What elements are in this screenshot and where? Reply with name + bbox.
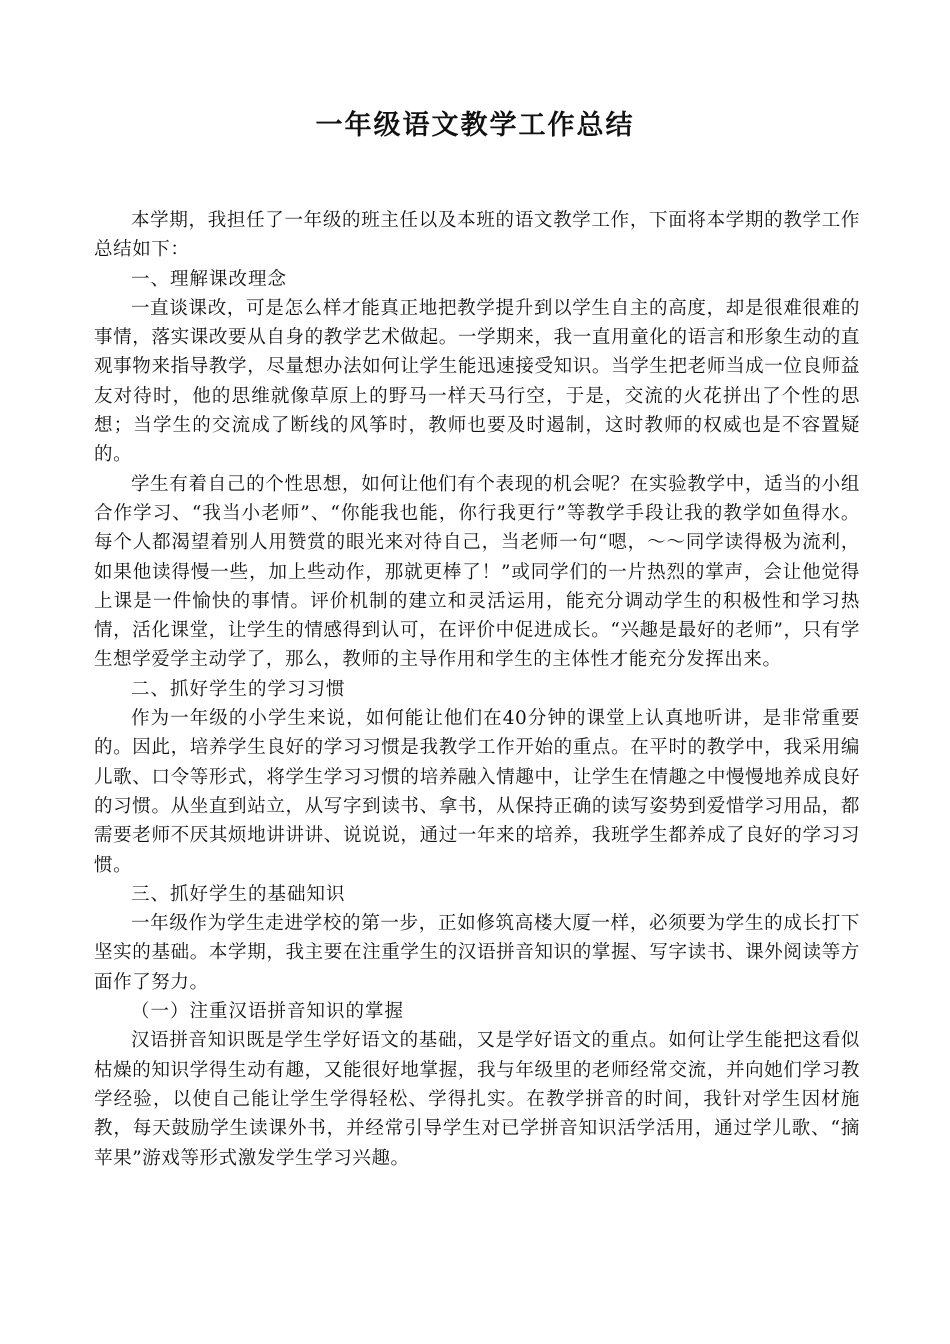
intro-paragraph: 本学期，我担任了一年级的班主任以及本班的语文教学工作，下面将本学期的教学工作总结如下： xyxy=(94,210,860,261)
subsection-heading-1: （一）注重汉语拼音知识的掌握 xyxy=(131,1001,405,1023)
section-2-paragraph: 作为一年级的小学生来说，如何能让他们在40分钟的课堂上认真地听讲，是非常重要的。因此，培养学生良好的学习习惯是我教学工作开始的重点。在平时的教学中，我采用编儿歌、口令等形式，将学生学习习惯的培养融入情趣中，让学生在情趣之中慢慢地养成良好的习惯。从坐直到站立，从写字到读书、拿书，从保持正确的读写姿势到爱惜学习用品，都需要老师不厌其烦地讲讲讲、说说说，通过一年来的培养，我班学生都养成了良好的学习习惯。 xyxy=(94,708,860,876)
section-heading-1: 一、理解课改理念 xyxy=(131,268,288,290)
section-1-paragraph-2: 学生有着自己的个性思想，如何让他们有个表现的机会呢？在实验教学中，适当的小组合作学习、“我当小老师”、“你能我也能，你行我更行”等教学手段让我的教学如鱼得水。每个人都渴望着别人用赞赏的眼光来对待自己，当老师一句“嗯，～～同学读得极为流利，如果他读得慢一些，加上些动作，那就更棒了！”或同学们的一片热烈的掌声，会让他觉得上课是一件愉快的事情。评价机制的建立和灵活运用，能充分调动学生的积极性和学习热情，活化课堂，让学生的情感得到认可，在评价中促进成长。“兴趣是最好的老师”，只有学生想学爱学主动学了，那么，教师的主导作用和学生的主体性才能充分发挥出来。 xyxy=(94,473,860,671)
section-1-paragraph-1: 一直谈课改，可是怎么样才能真正地把教学提升到以学生自主的高度，却是很难很难的事情，落实课改要从自身的教学艺术做起。一学期来，我一直用童化的语言和形象生动的直观事物来指导教学，尽量想办法如何让学生能迅速接受知识。当学生把老师当成一位良师益友对待时，他的思维就像草原上的野马一样天马行空，于是，交流的火花拼出了个性的思想；当学生的交流成了断线的风筝时，教师也要及时遏制，这时教师的权威也是不容置疑的。 xyxy=(94,297,860,466)
document-title: 一年级语文教学工作总结 xyxy=(315,110,635,141)
section-heading-3: 三、抓好学生的基础知识 xyxy=(131,883,346,905)
section-3-paragraph: 一年级作为学生走进学校的第一步，正如修筑高楼大厦一样，必须要为学生的成长打下坚实的基础。本学期，我主要在注重学生的汉语拼音知识的掌握、写字读书、课外阅读等方面作了努力。 xyxy=(94,913,860,993)
subsection-1-paragraph: 汉语拼音知识既是学生学好语文的基础，又是学好语文的重点。如何让学生能把这看似枯燥的知识学得生动有趣，又能很好地掌握，我与年级里的老师经常交流，并向她们学习教学经验，以使自己能让学生学得轻松、学得扎实。在教学拼音的时间，我针对学生因材施教，每天鼓励学生读课外书，并经常引导学生对已学拼音知识活学活用，通过学儿歌、“摘苹果”游戏等形式激发学生学习兴趣。 xyxy=(94,1030,860,1169)
section-heading-2: 二、抓好学生的学习习惯 xyxy=(131,678,346,700)
document-body xyxy=(94,206,860,1173)
